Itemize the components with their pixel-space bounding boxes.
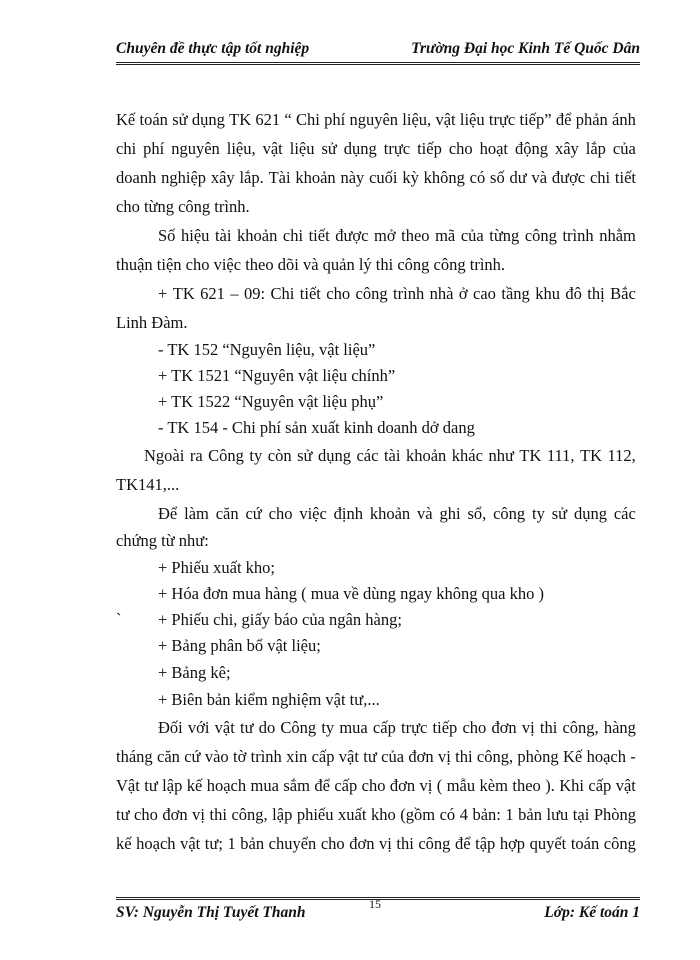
word: không (423, 168, 465, 187)
account-item: - TK 154 - Chi phí sản xuất kinh doanh dở dang (158, 418, 475, 437)
paragraph-4-line-1 (144, 446, 636, 466)
word: lưu (546, 805, 569, 824)
word: công (355, 284, 388, 303)
header-right-title: Trường Đại học Kinh Tế Quốc Dân (411, 40, 640, 57)
word: được (335, 226, 369, 245)
word: Tài (268, 168, 291, 187)
word: cho (268, 504, 293, 523)
word: Để (158, 504, 178, 523)
word: đơn (491, 718, 517, 737)
word: đơn (408, 747, 434, 766)
word: kỳ (402, 168, 419, 187)
word: bản (518, 805, 542, 824)
word: Bắc (610, 284, 636, 303)
word: tiết (299, 284, 321, 303)
word: phòng (517, 747, 559, 766)
word: Khi (559, 776, 584, 795)
word: phiếu (296, 805, 334, 824)
stray-mark: ` (116, 610, 122, 629)
word: sử (321, 139, 337, 158)
word: công (603, 834, 636, 853)
word: Công (208, 446, 244, 465)
word: như (488, 446, 514, 465)
word: dư (509, 168, 527, 187)
word: ty (249, 446, 263, 465)
word: Ngoài (144, 446, 185, 465)
document-item: + Phiếu xuất kho; (158, 558, 276, 577)
word: công, (231, 805, 268, 824)
word: vật (435, 110, 456, 129)
word: tư (144, 776, 158, 795)
paragraph-6-line-1 (158, 718, 636, 738)
word: Số (158, 226, 176, 245)
account-item: + TK 1522 “Nguyên vật liệu phụ” (158, 392, 384, 411)
word: Công (280, 718, 317, 737)
word: 1 (227, 834, 236, 853)
word: vào (204, 747, 229, 766)
word: khu (535, 284, 560, 303)
word: tài (214, 226, 232, 245)
word: liệu, (402, 110, 432, 129)
word: 4 (459, 805, 468, 824)
word: ty (532, 504, 545, 523)
word: (gồm (400, 805, 436, 824)
word: chi (589, 168, 611, 187)
word: ty (321, 718, 335, 737)
word: định (333, 504, 363, 523)
word: cấp (311, 747, 335, 766)
word: tiếp (417, 139, 442, 158)
word: cứ (245, 504, 262, 523)
word: Chi (270, 284, 295, 303)
word: đô (565, 284, 582, 303)
word: dụng (573, 504, 607, 523)
word: thi (539, 718, 558, 737)
word: này (340, 168, 365, 187)
word: tờ (233, 747, 247, 766)
paragraph-5-line-2: chứng từ như: (116, 531, 209, 550)
word: vị (192, 805, 205, 824)
word: hoạch (586, 747, 626, 766)
word: thi (396, 834, 414, 853)
paragraph-6-line-5 (116, 834, 636, 854)
word: dụng (191, 110, 225, 129)
word: mua (250, 776, 279, 795)
word: hàng (603, 718, 636, 737)
word: tiết (614, 168, 636, 187)
word: từng (489, 226, 520, 245)
word: động (515, 139, 548, 158)
word: cứ (184, 747, 201, 766)
paragraph-2-line-1 (158, 226, 636, 246)
word: cho (448, 139, 473, 158)
word: cho (462, 718, 487, 737)
word: bản (240, 834, 265, 853)
word: căn (157, 747, 180, 766)
word: khoản (295, 168, 336, 187)
word: cao (473, 284, 496, 303)
word: và (417, 504, 433, 523)
word: còn (267, 446, 292, 465)
word: vị (437, 747, 451, 766)
header-left-title: Chuyên đề thực tập tốt nghiệp (116, 40, 310, 57)
word: vật (338, 747, 359, 766)
word: tập (475, 834, 496, 853)
paragraph-3-line-2: Linh Đàm. (116, 313, 188, 332)
word: dụng (317, 446, 351, 465)
word: theo (512, 776, 541, 795)
word: tư (116, 805, 130, 824)
word: thị (587, 284, 605, 303)
word: Phòng (593, 805, 636, 824)
word: mã (435, 226, 456, 245)
word: có (469, 168, 486, 187)
word: Chi (295, 110, 320, 129)
word: kế (186, 776, 203, 795)
account-item: - TK 152 “Nguyên liệu, vật liệu” (158, 340, 376, 359)
document-item: + Phiếu chi, giấy báo của ngân hàng; (158, 610, 402, 629)
footer-class: Lớp: Kế toán 1 (544, 904, 640, 921)
word: làm (184, 504, 209, 523)
word: ). (545, 776, 555, 795)
word: hoạt (479, 139, 509, 158)
word: sử (172, 110, 188, 129)
word: chuyển (268, 834, 317, 853)
word: liệu (459, 110, 485, 129)
document-item: + Biên bản kiểm nghiệm vật tư,... (158, 690, 380, 709)
word: bản: (472, 805, 501, 824)
word: + (158, 284, 168, 303)
word: công (418, 834, 451, 853)
paragraph-1-line-2 (116, 139, 636, 159)
word: đơn (162, 805, 188, 824)
word: lắp. (239, 168, 264, 187)
word: TK (519, 446, 542, 465)
paragraph-1-line-4: cho từng công trình. (116, 197, 250, 216)
word: cho (320, 834, 345, 853)
word: liệu (289, 139, 315, 158)
word: vị (419, 776, 433, 795)
page-header (116, 38, 640, 65)
word: đơn (389, 776, 416, 795)
word: việc (299, 504, 327, 523)
footer-student-name: SV: Nguyễn Thị Tuyết Thanh (116, 904, 306, 921)
word: vị (379, 834, 392, 853)
account-item: + TK 1521 “Nguyên vật liệu chính” (158, 366, 396, 385)
word: toán (139, 110, 168, 129)
paragraph-3-line-1 (158, 284, 636, 304)
word: tư (240, 718, 254, 737)
word: để (454, 834, 471, 853)
paragraph-6-line-4 (116, 805, 636, 825)
word: vật (262, 139, 283, 158)
word: vật (615, 776, 636, 795)
word: chi (282, 226, 304, 245)
document-item: + Bảng kê; (158, 663, 231, 682)
word: hoạch (136, 834, 176, 853)
word: cho (326, 284, 351, 303)
word: khoản (369, 504, 411, 523)
word: thi (209, 805, 227, 824)
word: 621 (255, 110, 281, 129)
word: trực (383, 139, 411, 158)
word: phí (324, 110, 346, 129)
document-item: + Bảng phân bổ vật liệu; (158, 636, 321, 655)
word: vị (521, 718, 535, 737)
word: của (612, 139, 636, 158)
word: thi (455, 747, 473, 766)
paragraph-4-line-2: TK141,... (116, 475, 180, 494)
word: nhà (429, 284, 454, 303)
paragraph-6-line-2 (116, 747, 636, 767)
word: tầng (501, 284, 530, 303)
word: chi (116, 139, 137, 158)
word: sổ, (467, 504, 487, 523)
word: 112, (607, 446, 636, 465)
word: của (381, 747, 405, 766)
word: sử (297, 446, 313, 465)
word: công (493, 504, 526, 523)
word: Đối (158, 718, 183, 737)
word: lập (162, 776, 183, 795)
word: TK (172, 284, 195, 303)
word: 1 (505, 805, 514, 824)
word: ghi (439, 504, 461, 523)
word: Vật (116, 776, 140, 795)
word: đơn (349, 834, 375, 853)
word: tiếp” (519, 110, 552, 129)
word: “ (284, 110, 292, 129)
paragraph-1-line-1 (116, 110, 636, 130)
word: tư; (204, 834, 223, 853)
word: các (356, 446, 379, 465)
word: do (258, 718, 276, 737)
word: 621 (200, 284, 225, 303)
word: khoản (405, 446, 447, 465)
word: trình (562, 226, 594, 245)
word: tại (572, 805, 590, 824)
word: ánh (612, 110, 636, 129)
word: cho (361, 776, 386, 795)
word: trình (250, 747, 282, 766)
word: 111, (546, 446, 575, 465)
word: xây (554, 139, 579, 158)
word: được (551, 168, 586, 187)
word: trực (488, 110, 516, 129)
word: - (630, 747, 636, 766)
word: Kế (562, 747, 583, 766)
word: nghiệp (161, 168, 207, 187)
word: cấp (372, 718, 396, 737)
word: theo (401, 226, 430, 245)
word: công, (476, 747, 514, 766)
word: của (460, 226, 484, 245)
page-number: 15 (369, 897, 381, 911)
word: công, (562, 718, 599, 737)
word: tư (363, 747, 377, 766)
word: 09: (244, 284, 266, 303)
word: nhằm (599, 226, 636, 245)
word: khoản (237, 226, 278, 245)
word: tiết (308, 226, 330, 245)
word: trực (401, 718, 428, 737)
word: cho (134, 805, 158, 824)
word: phí (143, 139, 165, 158)
word: các (613, 504, 636, 523)
word: hợp (499, 834, 526, 853)
word: – (230, 284, 239, 303)
paragraph-1-line-3 (116, 168, 636, 188)
word: vật (180, 834, 201, 853)
word: ra (189, 446, 203, 465)
word: quyết (529, 834, 567, 853)
word: có (439, 805, 456, 824)
word: và (531, 168, 548, 187)
word: để (314, 776, 330, 795)
word: công (524, 226, 557, 245)
word: TK (229, 110, 252, 129)
word: khác (451, 446, 483, 465)
word: xây (210, 168, 235, 187)
paragraph-5-line-1 (158, 504, 636, 524)
word: số (490, 168, 505, 187)
word: mở (374, 226, 396, 245)
word: căn (215, 504, 239, 523)
word: liệu, (226, 139, 256, 158)
word: cuối (369, 168, 398, 187)
word: ở (458, 284, 468, 303)
word: với (187, 718, 210, 737)
word: xin (286, 747, 308, 766)
word: mẫu (446, 776, 476, 795)
word: lắp (585, 139, 606, 158)
word: vật (214, 718, 235, 737)
word: phản (575, 110, 608, 129)
word: để (555, 110, 572, 129)
word: Kế (116, 110, 136, 129)
word: hoạch (206, 776, 247, 795)
word: sắm (283, 776, 310, 795)
word: kho (370, 805, 396, 824)
paragraph-2-line-2: thuận tiện cho việc theo dõi và quản lý thi công công trình. (116, 255, 506, 274)
word: kế (116, 834, 132, 853)
word: TK (580, 446, 603, 465)
word: cấp (334, 776, 358, 795)
word: nguyên (349, 110, 399, 129)
word: kèm (479, 776, 508, 795)
word: trình (393, 284, 425, 303)
word: ( (436, 776, 443, 795)
word: nguyên (171, 139, 220, 158)
paragraph-6-line-3 (116, 776, 636, 796)
word: tháng (116, 747, 153, 766)
word: tài (383, 446, 401, 465)
word: toán (570, 834, 600, 853)
word: cấp (588, 776, 612, 795)
word: tiếp (432, 718, 458, 737)
word: dụng (343, 139, 377, 158)
word: hiệu (180, 226, 210, 245)
document-item: + Hóa đơn mua hàng ( mua về dùng ngay không qua kho ) (158, 584, 544, 603)
word: xuất (338, 805, 367, 824)
word: doanh (116, 168, 157, 187)
word: lập (272, 805, 293, 824)
word: sử (551, 504, 568, 523)
word: mua (339, 718, 368, 737)
